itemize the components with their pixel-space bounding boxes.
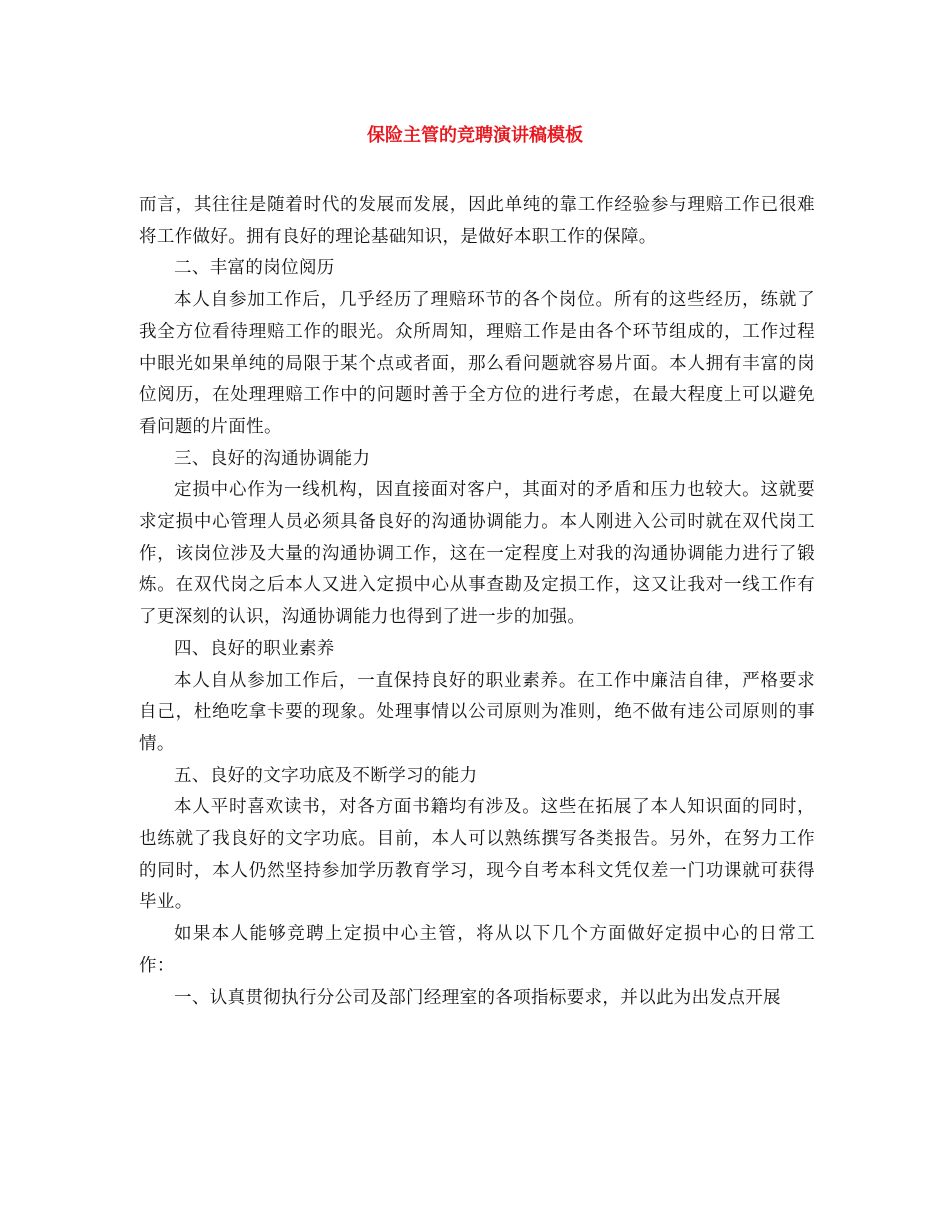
document-body [139, 190, 815, 1014]
paragraph: 定损中心作为一线机构，因直接面对客户，其面对的矛盾和压力也较大。这就要求定损中心管理人员必须具备良好的沟通协调能力。本人刚进入公司时就在双代岗工作，该岗位涉及大量的沟通协调工作，这在一定程度上对我的沟通协调能力进行了锻炼。在双代岗之后本人又进入定损中心从事查勘及定损工作，这又让我对一线工作有了更深刻的认识，沟通协调能力也得到了进一步的加强。 [139, 480, 815, 628]
paragraph: 如果本人能够竞聘上定损中心主管，将从以下几个方面做好定损中心的日常工作： [139, 924, 815, 976]
section-heading: 二、丰富的岗位阅历 [174, 258, 335, 279]
paragraph: 本人自参加工作后，几乎经历了理赔环节的各个岗位。所有的这些经历，练就了我全方位看待理赔工作的眼光。众所周知，理赔工作是由各个环节组成的，工作过程中眼光如果单纯的局限于某个点或者面，那么看问题就容易片面。本人拥有丰富的岗位阅历，在处理理赔工作中的问题时善于全方位的进行考虑，在最大程度上可以避免看问题的片面性。 [139, 290, 815, 437]
paragraph: 一、认真贯彻执行分公司及部门经理室的各项指标要求，并以此为出发点开展 [174, 987, 781, 1008]
paragraph: 本人自从参加工作后，一直保持良好的职业素养。在工作中廉洁自律，严格要求自己，杜绝吃拿卡要的现象。处理事情以公司原则为准则，绝不做有违公司原则的事情。 [139, 670, 815, 754]
section-heading: 四、良好的职业素养 [174, 638, 335, 659]
paragraph: 本人平时喜欢读书，对各方面书籍均有涉及。这些在拓展了本人知识面的同时，也练就了我良好的文字功底。目前，本人可以熟练撰写各类报告。另外，在努力工作的同时，本人仍然坚持参加学历教育学习，现今自考本科文凭仅差一门功课就可获得毕业。 [139, 797, 815, 913]
paragraph: 而言，其往往是随着时代的发展而发展，因此单纯的靠工作经验参与理赔工作已很难将工作做好。拥有良好的理论基础知识，是做好本职工作的保障。 [139, 195, 815, 247]
section-heading: 五、良好的文字功底及不断学习的能力 [174, 765, 478, 786]
document-title: 保险主管的竞聘演讲稿模板 [367, 125, 583, 146]
section-heading: 三、良好的沟通协调能力 [174, 448, 371, 469]
